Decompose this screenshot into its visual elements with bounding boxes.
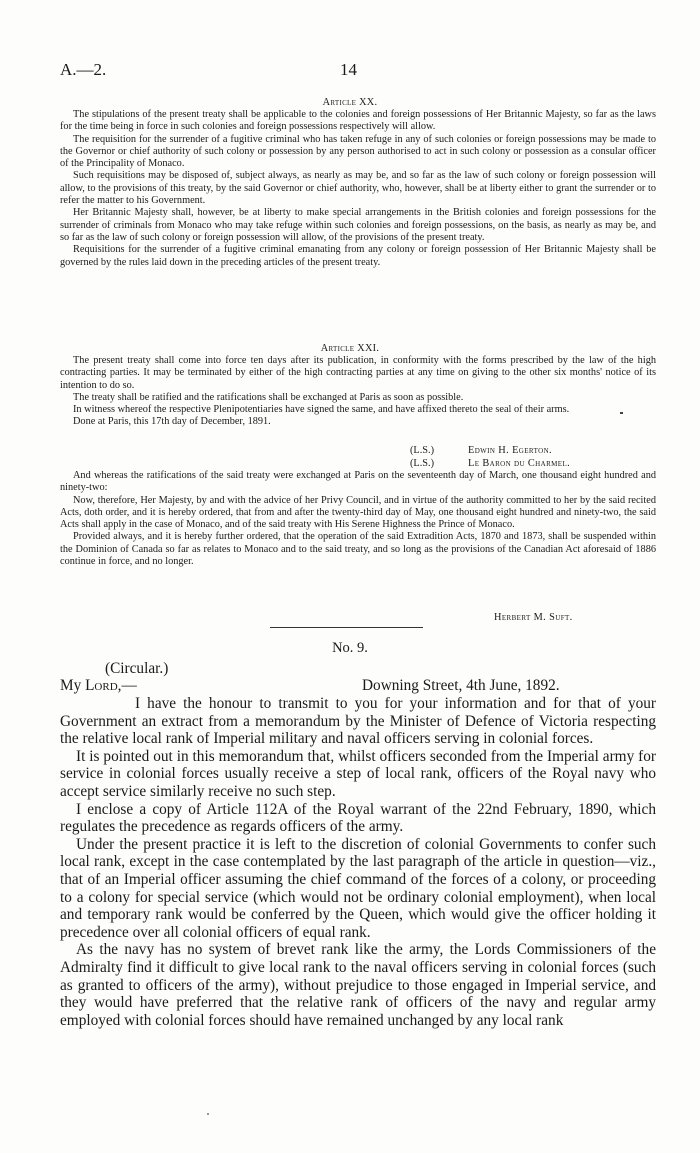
salutation-word: Lord — [85, 677, 118, 694]
article-20-paragraph: Requisitions for the surrender of a fugitive criminal emanating from any colony or foreign possession of Her Britannic Majesty shall be governed by the rules laid down in the preceding articles of the present treaty. — [60, 244, 656, 268]
seal-mark: (L.S.) — [410, 445, 435, 456]
despatch-paragraph: I enclose a copy of Article 112A of the Royal warrant of the 22nd February, 1890, which regulates the precedence as regards officers of the army. — [60, 800, 656, 836]
page-speck — [207, 1113, 209, 1115]
salutation-prefix: My — [60, 677, 86, 694]
article-21-paragraph: The present treaty shall come into force ten days after its publication, in conformity with the forms prescribed by the law of the high contracting parties. It may be terminated by either of the high contracting parties at any time on giving to the other six months' notice of its intention to do so. — [60, 355, 656, 391]
order-paragraph: Provided always, and it is hereby further ordered, that the operation of the said Extradition Acts, 1870 and 1873, shall be suspended within the Dominion of Canada so far as relates to Monaco and to the said treaty, and so long as the provisions of the Canadian Act aforesaid of 1886 continue in force, and no longer. — [60, 531, 656, 568]
seal-mark: (L.S.) — [410, 458, 435, 469]
signature-row — [410, 445, 552, 457]
article-21-body — [60, 355, 656, 429]
document-reference: A.—2. — [60, 60, 107, 79]
signature-row — [410, 458, 570, 470]
page-number: 14 — [340, 60, 357, 79]
dateline: Downing Street, 4th June, 1892. — [362, 677, 560, 694]
signatory-name: Edwin H. Egerton. — [468, 445, 553, 456]
article-21-paragraph: Done at Paris, this 17th day of December, 1891. — [73, 416, 271, 428]
signatory-name: Le Baron du Charmel. — [468, 458, 571, 469]
section-heading: No. 9. — [332, 640, 368, 656]
article-20-paragraph: Her Britannic Majesty shall, however, be at liberty to make special arrangements in the British colonies and foreign possessions for the surrender of criminals from Monaco who may take refuge within such colonies and foreign possessions, on the basis, as nearly as may be, and so far as the law of such colony or foreign possession will allow, of the provisions of the present treaty. — [60, 207, 656, 243]
circular-label: (Circular.) — [105, 660, 169, 677]
article-20-paragraph: The stipulations of the present treaty shall be applicable to the colonies and foreign possessions of Her Britannic Majesty, so far as the laws for the time being in force in such colonies and foreign possessions respectively will allow. — [60, 109, 656, 133]
article-21-paragraph: The treaty shall be ratified and the ratifications shall be exchanged at Paris as soon as possible. — [73, 391, 464, 403]
despatch-paragraph: As the navy has no system of brevet rank like the army, the Lords Commissioners of the Admiralty find it difficult to give local rank to the naval officers serving in colonial forces (such as granted to officers of the army), without prejudice to those engaged in Imperial service, and they would have preferred that the relative rank of officers of the navy and regular army employed with colonial forces should have remained unchanged by any local rank — [60, 941, 656, 1029]
despatch-paragraph: Under the present practice it is left to the discretion of colonial Governments to confer such local rank, except in the case contemplated by the last paragraph of the article in question—viz., that of an Imperial officer assuming the chief command of the forces of a colony, or proceeding to a colony for special service (which would not be ordinary colonial employment), when local and temporary rank would be conferred by the Queen, which would give the officer holding it precedence over all colonial officers of equal rank. — [60, 835, 656, 941]
section-divider — [270, 627, 423, 628]
article-21-paragraph: In witness whereof the respective Plenipotentiaries have signed the same, and have affixed thereto the seal of their arms. — [73, 404, 570, 416]
despatch-paragraph: I have the honour to transmit to you for your information and for that of your Government an extract from a memorandum by the Minister of Defence of Victoria respecting the relative local rank of Imperial military and naval officers serving in colonial forces. — [60, 695, 656, 748]
despatch-paragraph: It is pointed out in this memorandum that, whilst officers seconded from the Imperial army for service in colonial forces usually receive a step of local rank, officers of the Royal navy who accept service similarly receive no such step. — [60, 747, 656, 800]
salutation-suffix: ,— — [117, 677, 137, 694]
order-paragraph: Now, therefore, Her Majesty, by and with the advice of her Privy Council, and in virtue of the authority committed to her by the said recited Acts, doth order, and it is hereby ordered, that from and after the twenty-third day of May, one thousand eight hundred and ninety-two, the said Acts shall apply in the case of Monaco, and of the said treaty with His Serene Highness the Prince of Monaco. — [60, 494, 656, 531]
signoff-name: Herbert M. Suft. — [494, 612, 573, 623]
salutation — [60, 677, 137, 695]
article-20-paragraph: Such requisitions may be disposed of, subject always, as nearly as may be, and so far as the law of such colony or foreign possession will allow, to the provisions of this treaty, by the said Governor or chief authority, who, however, shall be at liberty either to grant the surrender or to refer the matter to his Government. — [60, 170, 656, 207]
order-body — [60, 470, 656, 568]
ink-mark — [620, 412, 623, 414]
article-20-heading: Article XX. — [322, 97, 378, 108]
article-21-heading: Article XXI. — [320, 343, 380, 354]
order-paragraph: And whereas the ratifications of the said treaty were exchanged at Paris on the seventeenth day of March, one thousand eight hundred and ninety-two: — [60, 470, 656, 494]
article-20-paragraph: The requisition for the surrender of a fugitive criminal who has taken refuge in any of such colonies or foreign possessions may be made to the Governor or chief authority of such colony or possession by any person authorised to act in such colony or possession as a consular officer of the Principality of Monaco. — [60, 133, 656, 170]
article-20-body — [60, 109, 656, 269]
despatch-body — [60, 695, 656, 1029]
